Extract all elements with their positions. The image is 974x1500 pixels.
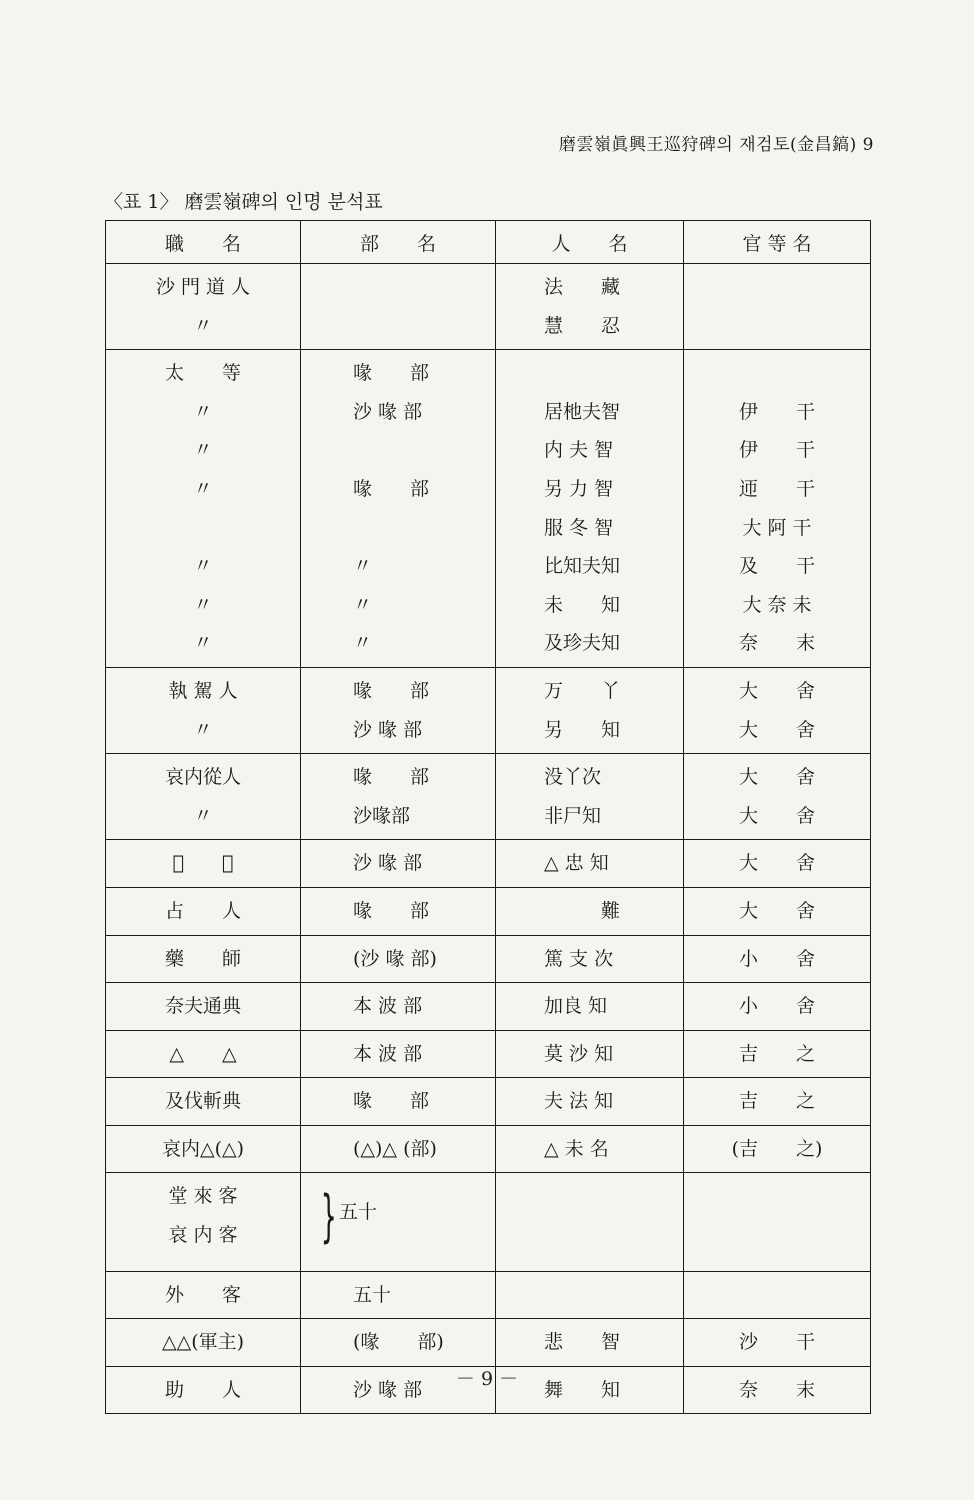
table-cell-line: 〃 xyxy=(193,718,213,741)
table-cell-line: 及伐斬典 xyxy=(164,1090,241,1113)
table-cell-line: 吉 之 xyxy=(738,1090,815,1113)
table-cell-line: 小 舍 xyxy=(738,995,815,1018)
table-cell-line: △ 未 名 xyxy=(544,1137,609,1160)
table-cell-line: 沙 干 xyxy=(738,1331,815,1354)
table-cell-line: 比知夫知 xyxy=(544,555,621,578)
cell-rank xyxy=(684,1125,871,1173)
table-cell-line: 本 波 部 xyxy=(353,995,423,1018)
table-cell-line: (△)△ (部) xyxy=(353,1137,437,1160)
cell-division xyxy=(301,667,496,753)
table-cell-line xyxy=(684,307,870,346)
table-cell-line: 万 丫 xyxy=(544,679,621,702)
cell-person xyxy=(496,1125,684,1173)
cell-office xyxy=(106,667,301,753)
cell-person xyxy=(496,935,684,983)
table-cell-line: 哀内從人 xyxy=(164,766,241,789)
table-row xyxy=(106,840,871,888)
cell-rank xyxy=(684,264,871,350)
cell-rank xyxy=(684,1319,871,1367)
table-cell-line: 伊 干 xyxy=(738,400,815,423)
cell-rank xyxy=(684,887,871,935)
table-cell-line: 哀 内 客 xyxy=(168,1224,238,1247)
table-cell-line xyxy=(684,268,870,307)
table-row xyxy=(106,1125,871,1173)
table-cell-line: 喙 部 xyxy=(353,362,430,385)
table-row xyxy=(106,887,871,935)
table-row xyxy=(106,667,871,753)
cell-rank xyxy=(684,1030,871,1078)
table-row xyxy=(106,935,871,983)
table-cell-line: 另 力 智 xyxy=(544,477,614,500)
table-cell-line: 占 人 xyxy=(164,899,241,922)
cell-person xyxy=(496,264,684,350)
cell-rank xyxy=(684,840,871,888)
table-cell-line: (喙 部) xyxy=(353,1331,444,1354)
table-row xyxy=(106,1271,871,1319)
cell-person xyxy=(496,1173,684,1271)
table-cell-line: 大 舍 xyxy=(738,718,815,741)
table-cell-line: 喙 部 xyxy=(353,1090,430,1113)
table-cell-line: 另 知 xyxy=(544,718,621,741)
table-cell-line: 沙 喙 部 xyxy=(353,1378,423,1401)
table-cell-line xyxy=(496,354,683,393)
table-cell-line: △△(軍主) xyxy=(161,1331,245,1354)
cell-division xyxy=(301,264,496,350)
cell-division xyxy=(301,754,496,840)
table-cell-line: 大 奈 未 xyxy=(742,593,812,616)
cell-division xyxy=(301,350,496,668)
cell-division xyxy=(301,887,496,935)
table-cell-line: 吉 之 xyxy=(738,1042,815,1065)
table-cell-line: 〃 xyxy=(193,439,213,462)
table-cell-line: 執 駕 人 xyxy=(168,679,238,702)
table-cell-line: 藥 師 xyxy=(164,947,241,970)
table-cell-line: 大 舍 xyxy=(738,804,815,827)
table-cell-line: 加良 知 xyxy=(544,995,608,1018)
table-cell-line: 奈 末 xyxy=(738,1378,815,1401)
table-cell-line: 莫 沙 知 xyxy=(544,1042,614,1065)
table-cell-line: 〃 xyxy=(193,593,213,616)
header-cell-person: 人 名 xyxy=(496,221,684,264)
table-cell-line xyxy=(496,1276,683,1315)
cell-division xyxy=(301,983,496,1031)
table-cell-line: 居杝夫智 xyxy=(544,400,621,423)
table-cell-line: 沙 門 道 人 xyxy=(155,276,251,298)
table-cell-line: 迊 干 xyxy=(738,477,815,500)
table-cell-line: 〃 xyxy=(193,632,213,655)
table-cell-line: 非尸知 xyxy=(544,804,602,827)
table-cell-line: 大 舍 xyxy=(738,679,815,702)
table-cell-line: 〃 xyxy=(353,555,373,578)
brace-mark: } xyxy=(320,1184,337,1250)
table-cell-line: 及珍夫知 xyxy=(544,632,621,655)
cell-person xyxy=(496,350,684,668)
cell-office xyxy=(106,983,301,1031)
table-cell-line: 舞 知 xyxy=(544,1378,621,1401)
table-cell-line: 外 客 xyxy=(164,1283,241,1306)
table-row xyxy=(106,1078,871,1126)
table-cell-line: 未 知 xyxy=(544,593,621,616)
cell-division xyxy=(301,1030,496,1078)
cell-office xyxy=(106,1125,301,1173)
cell-division xyxy=(301,840,496,888)
table-cell-line: 本 波 部 xyxy=(353,1042,423,1065)
table-cell-line: 助 人 xyxy=(164,1378,241,1401)
header-cell-rank: 官 等 名 xyxy=(684,221,871,264)
cell-division xyxy=(301,1173,496,1271)
table-cell-line: 太 等 xyxy=(164,362,241,385)
cell-office xyxy=(106,350,301,668)
table-cell-line: 篤 支 次 xyxy=(544,947,614,970)
cell-office xyxy=(106,1271,301,1319)
table-cell-line: 𩢬 人 xyxy=(172,852,234,875)
cell-rank xyxy=(684,983,871,1031)
table-cell-line: 堂 來 客 xyxy=(168,1185,238,1208)
header-cell-division: 部 名 xyxy=(301,221,496,264)
table-cell-line: 沙 喙 部 xyxy=(353,852,423,875)
cell-division xyxy=(301,1319,496,1367)
table-cell-line: 沙 喙 部 xyxy=(353,718,423,741)
cell-person xyxy=(496,1030,684,1078)
cell-person xyxy=(496,887,684,935)
cell-rank xyxy=(684,1271,871,1319)
table-cell-line: 慧 忍 xyxy=(544,314,621,337)
table-row xyxy=(106,1173,871,1271)
header-row xyxy=(106,221,871,264)
cell-office xyxy=(106,935,301,983)
cell-person xyxy=(496,667,684,753)
table-cell-line xyxy=(301,307,495,346)
cell-person xyxy=(496,983,684,1031)
cell-rank xyxy=(684,754,871,840)
table-row xyxy=(106,264,871,350)
cell-rank xyxy=(684,350,871,668)
table-cell-line xyxy=(684,1276,870,1315)
table-cell-line xyxy=(301,431,495,470)
cell-office xyxy=(106,264,301,350)
cell-office xyxy=(106,1078,301,1126)
running-head: 磨雲嶺眞興王巡狩碑의 재검토(金昌鎬) 9 xyxy=(558,135,874,155)
table-cell-line: 奈 末 xyxy=(738,632,815,655)
cell-division xyxy=(301,1078,496,1126)
cell-person xyxy=(496,1078,684,1126)
table-cell-line: (吉 之) xyxy=(731,1137,823,1160)
table-cell-line: 内 夫 智 xyxy=(544,439,614,462)
header-cell-office: 職 名 xyxy=(106,221,301,264)
table-cell-line: 喙 部 xyxy=(353,899,430,922)
table-cell-line: 哀内△(△) xyxy=(161,1137,245,1160)
table-cell-line: 喙 部 xyxy=(353,766,430,789)
table-cell-line xyxy=(301,268,495,307)
table-cell-line: 及 干 xyxy=(738,555,815,578)
table-cell-line: 〃 xyxy=(193,314,213,337)
table-cell-line: 沙 喙 部 xyxy=(353,400,423,423)
cell-office xyxy=(106,1173,301,1271)
table-cell-line: 夫 法 知 xyxy=(544,1090,614,1113)
brace-value: 五十 xyxy=(339,1201,378,1224)
cell-division xyxy=(301,1125,496,1173)
table-cell-line: 〃 xyxy=(193,804,213,827)
cell-person xyxy=(496,1319,684,1367)
cell-office xyxy=(106,1030,301,1078)
table-cell-line: 没丫次 xyxy=(544,766,602,789)
cell-person xyxy=(496,840,684,888)
table-cell-line: △ △ xyxy=(169,1042,237,1065)
cell-office xyxy=(106,754,301,840)
table-cell-line: 〃 xyxy=(193,477,213,500)
table-cell-line: 悲 智 xyxy=(544,1331,621,1354)
table-cell-line: 五十 xyxy=(353,1283,392,1306)
table-row xyxy=(106,754,871,840)
table-cell-line: 大 舍 xyxy=(738,899,815,922)
table-cell-line: 〃 xyxy=(353,593,373,616)
cell-person xyxy=(496,1271,684,1319)
table-cell-line: 難 xyxy=(544,899,621,922)
cell-office xyxy=(106,840,301,888)
table-caption: 〈표 1〉 磨雲嶺碑의 인명 분석표 xyxy=(104,191,383,213)
table-cell-line: 大 舍 xyxy=(738,766,815,789)
cell-office xyxy=(106,887,301,935)
name-analysis-table xyxy=(105,220,871,1414)
cell-division xyxy=(301,1271,496,1319)
cell-rank xyxy=(684,667,871,753)
table-cell-line: 〃 xyxy=(193,400,213,423)
table-cell-line: 沙喙部 xyxy=(353,804,411,827)
page-number: － 9 － xyxy=(455,1368,519,1390)
table-cell-line: 伊 干 xyxy=(738,439,815,462)
table-body xyxy=(106,264,871,1414)
table-cell-line: 喙 部 xyxy=(353,679,430,702)
table-row xyxy=(106,1319,871,1367)
table-cell-line: 喙 部 xyxy=(353,477,430,500)
table-cell-line xyxy=(301,509,495,548)
table-cell-line: (沙 喙 部) xyxy=(353,947,437,970)
table-cell-line: 法 藏 xyxy=(544,276,621,298)
cell-office xyxy=(106,1319,301,1367)
table-row xyxy=(106,350,871,668)
table-cell-line: 大 阿 干 xyxy=(742,516,812,539)
table-cell-line xyxy=(106,509,300,548)
table-cell-line: 〃 xyxy=(193,555,213,578)
table-cell-line: 小 舍 xyxy=(738,947,815,970)
table-cell-line: 服 冬 智 xyxy=(544,516,614,539)
table-cell-line: 奈夫通典 xyxy=(164,995,241,1018)
table-cell-line: △ 忠 知 xyxy=(544,852,609,875)
table-row xyxy=(106,1030,871,1078)
cell-division xyxy=(301,935,496,983)
cell-person xyxy=(496,754,684,840)
cell-rank xyxy=(684,1173,871,1271)
cell-rank xyxy=(684,1078,871,1126)
cell-rank xyxy=(684,935,871,983)
table-row xyxy=(106,983,871,1031)
table-cell-line xyxy=(684,354,870,393)
table-cell-line: 大 舍 xyxy=(738,852,815,875)
table-cell-line: 〃 xyxy=(353,632,373,655)
